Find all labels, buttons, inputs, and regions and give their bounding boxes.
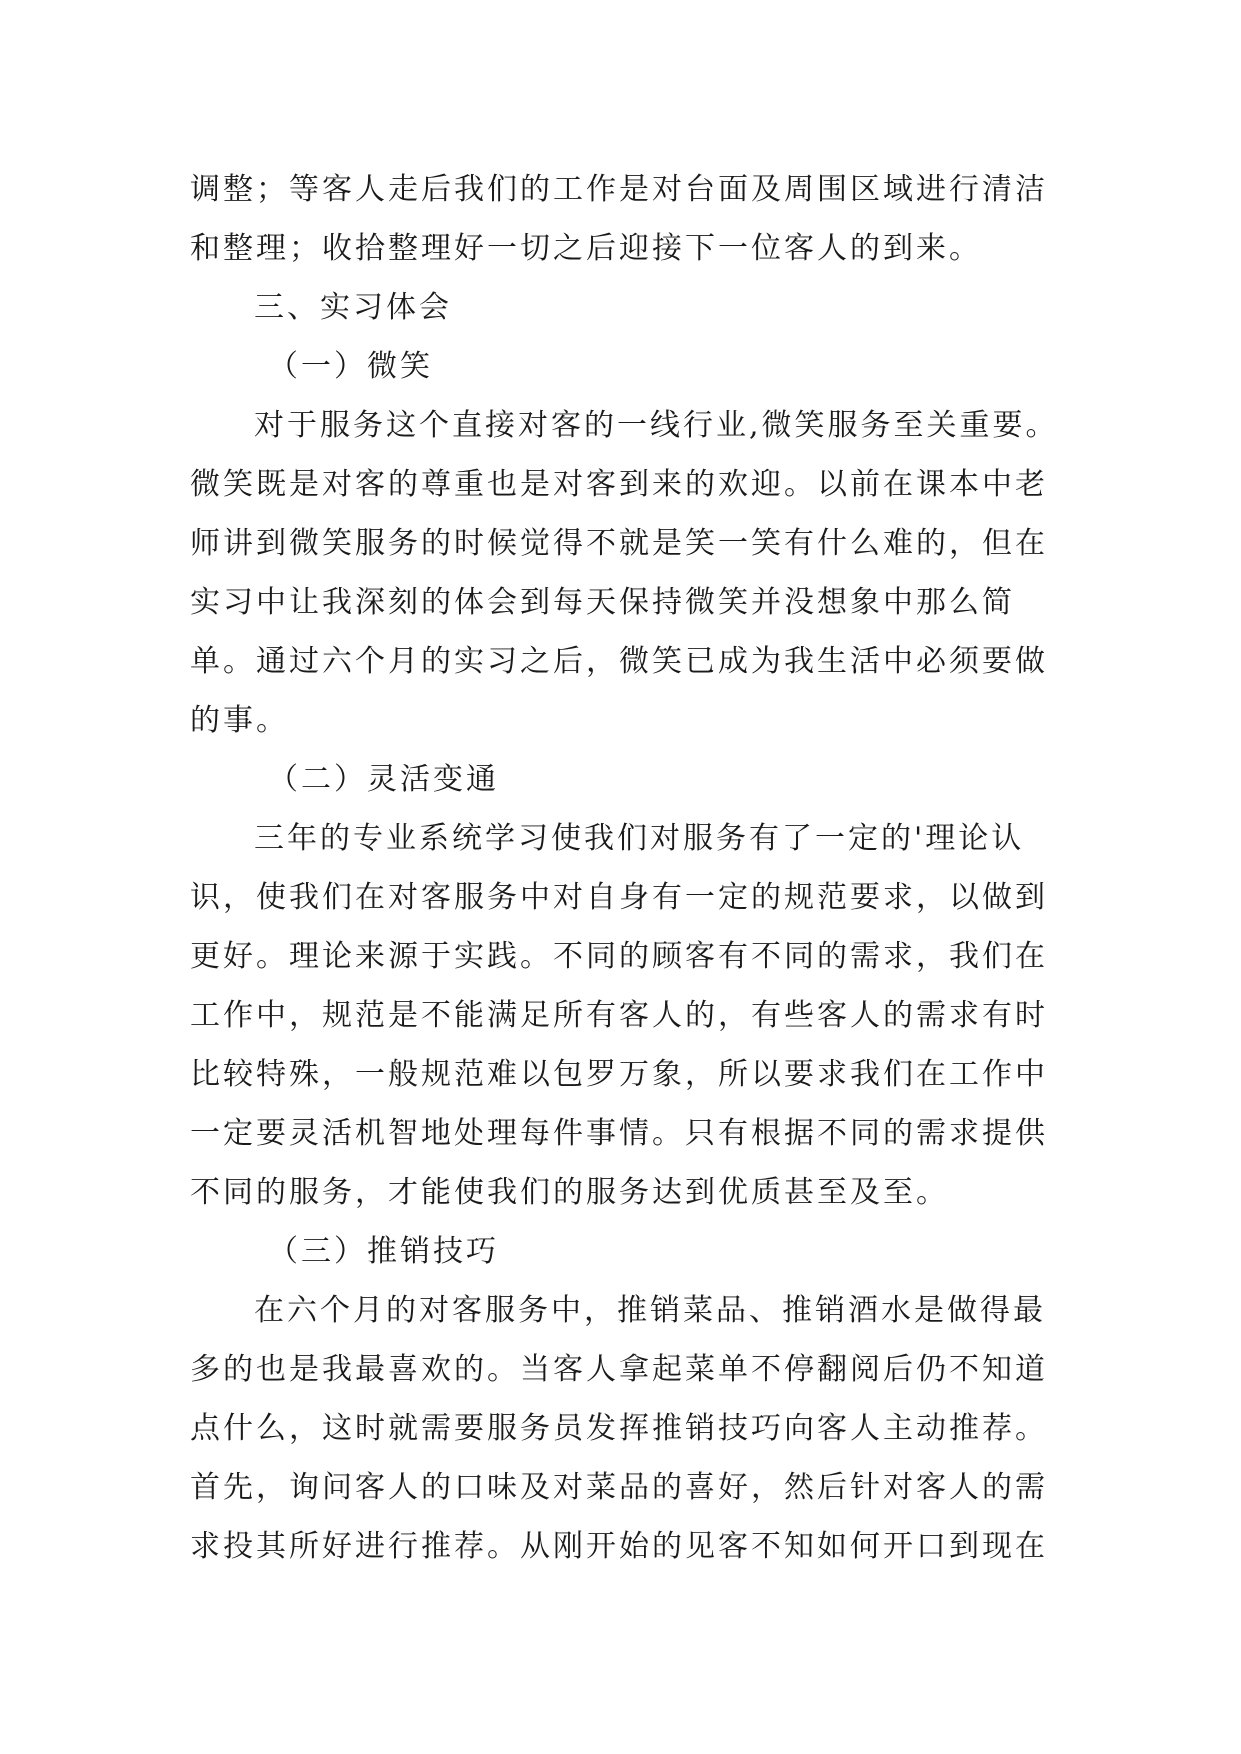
paragraph-line: 在六个月的对客服务中，推销菜品、推销酒水是做得最 [254,1293,1046,1328]
paragraph-line: 比较特殊，一般规范难以包罗万象，所以要求我们在工作中 [190,1057,1048,1092]
section-subheading: （三）推销技巧 [268,1234,499,1269]
section-subheading: （一）微笑 [268,349,433,384]
paragraph-line: 识，使我们在对客服务中对自身有一定的规范要求，以做到 [190,880,1048,915]
paragraph-line: 求投其所好进行推荐。从刚开始的见客不知如何开口到现在 [190,1529,1048,1564]
paragraph-line: 师讲到微笑服务的时候觉得不就是笑一笑有什么难的，但在 [190,526,1048,561]
paragraph-line: 多的也是我最喜欢的。当客人拿起菜单不停翻阅后仍不知道 [190,1352,1048,1387]
paragraph-line: 工作中，规范是不能满足所有客人的，有些客人的需求有时 [190,998,1048,1033]
paragraph-line: 不同的服务，才能使我们的服务达到优质甚至及至。 [190,1175,949,1210]
paragraph-line: 点什么，这时就需要服务员发挥推销技巧向客人主动推荐。 [190,1411,1048,1446]
paragraph-line: 微笑既是对客的尊重也是对客到来的欢迎。以前在课本中老 [190,467,1048,502]
paragraph-line: 对于服务这个直接对客的一线行业,微笑服务至关重要。 [254,408,1059,443]
paragraph-line: 一定要灵活机智地处理每件事情。只有根据不同的需求提供 [190,1116,1048,1151]
paragraph-line: 三年的专业系统学习使我们对服务有了一定的'理论认 [254,821,1025,856]
section-subheading: （二）灵活变通 [268,762,499,797]
paragraph-line: 和整理；收拾整理好一切之后迎接下一位客人的到来。 [190,231,982,266]
paragraph-line: 更好。理论来源于实践。不同的顾客有不同的需求，我们在 [190,939,1048,974]
paragraph-line: 的事。 [190,703,289,738]
section-heading: 三、实习体会 [254,290,452,325]
paragraph-line: 调整；等客人走后我们的工作是对台面及周围区域进行清洁 [190,172,1048,207]
paragraph-line: 首先，询问客人的口味及对菜品的喜好，然后针对客人的需 [190,1470,1048,1505]
paragraph-line: 单。通过六个月的实习之后，微笑已成为我生活中必须要做 [190,644,1048,679]
paragraph-line: 实习中让我深刻的体会到每天保持微笑并没想象中那么简 [190,585,1015,620]
document-body [190,160,1060,1576]
